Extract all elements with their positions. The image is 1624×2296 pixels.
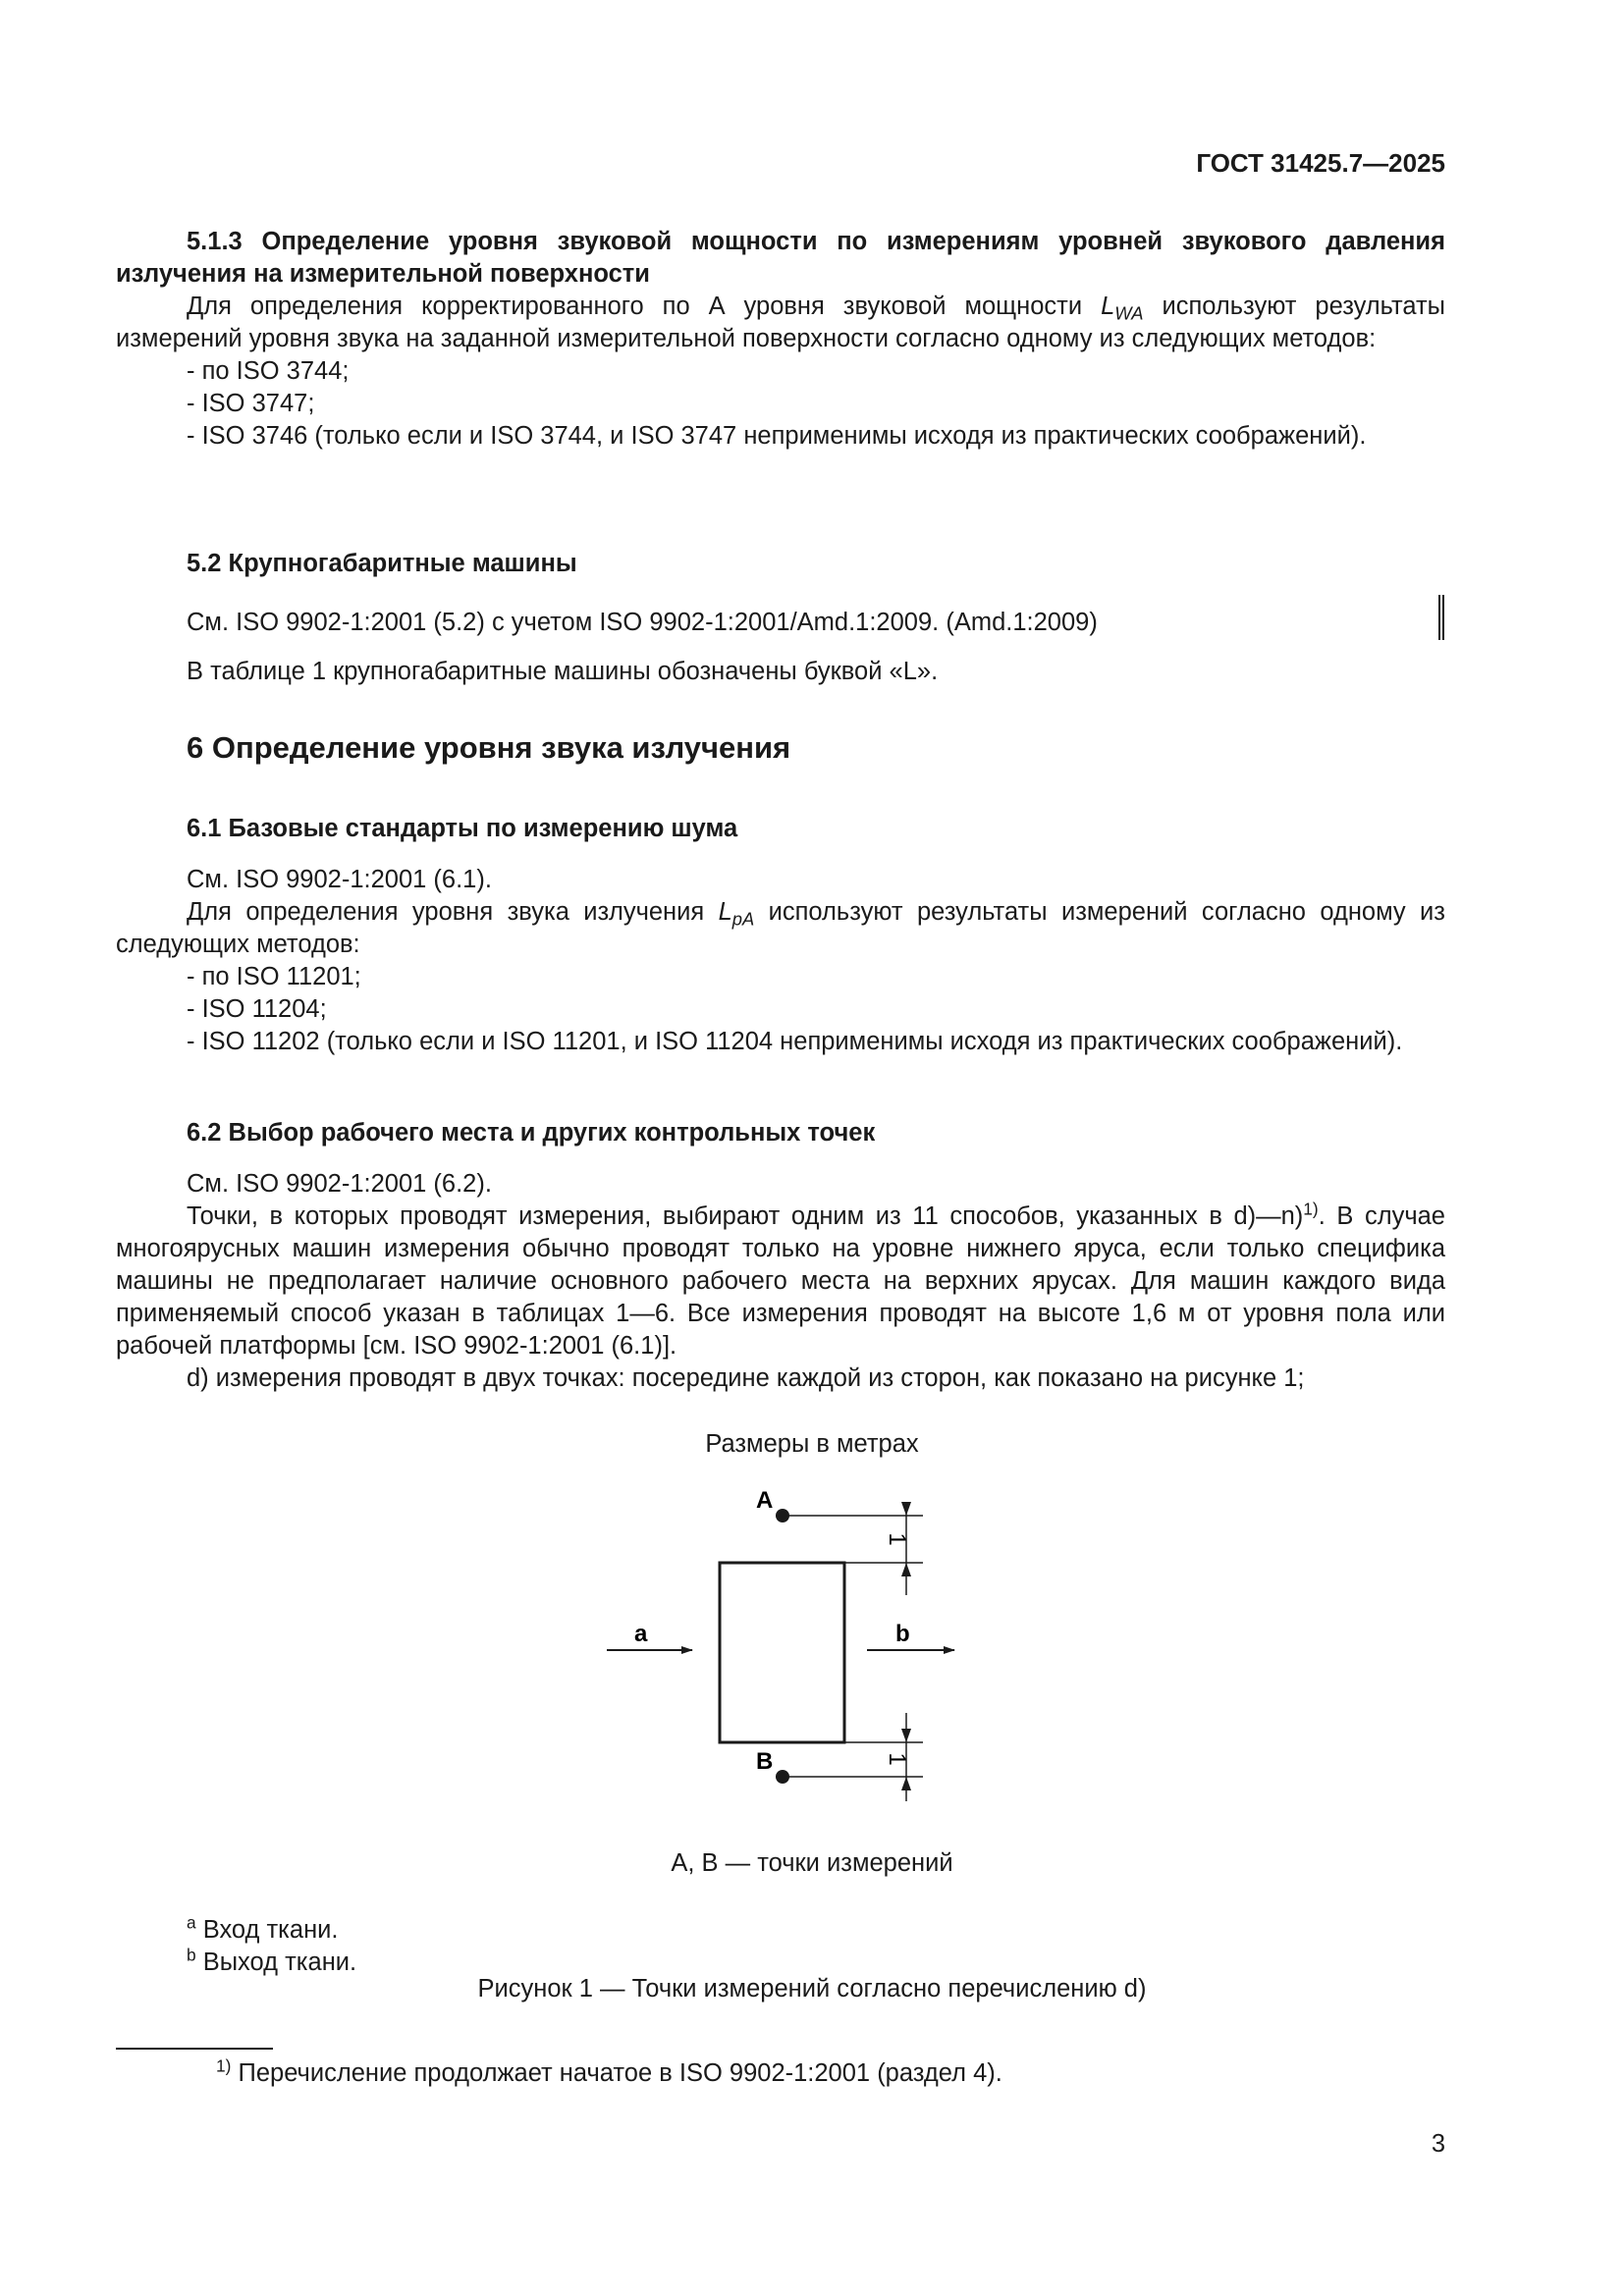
section-5-2-paragraph-1: См. ISO 9902-1:2001 (5.2) с учетом ISO 9902-1:2001/Amd.1:2009. (Amd.1:2009): [187, 609, 1098, 636]
figure-caption: Рисунок 1 — Точки измерений согласно перечислению d): [477, 1975, 1147, 2002]
section-6-1-paragraph-1: См. ISO 9902-1:2001 (6.1).: [187, 866, 492, 893]
text-run: Точки, в которых проводят измерения, выбирают одним из 11 способов, указанных в d)—n): [187, 1202, 1304, 1230]
text-run: . В случае многоярусных машин измерения обычно проводят только на уровне нижнего яруса, если только специфика машины не предполагает наличие основного рабочего места на верхних ярусах. Для машин каждого вида применяемый способ указан в таблицах 1—6. Все измерения проводят на высоте 1,6 м от уровня пола или рабочей платформы [см. ISO 9902-1:2001 (6.1)].: [116, 1202, 1445, 1360]
section-6-2-title: 6.2 Выбор рабочего места и других контрольных точек: [187, 1119, 876, 1147]
section-6-title: 6 Определение уровня звука излучения: [187, 730, 791, 765]
list-item: - по ISO 3744;: [187, 357, 350, 385]
list-item: - ISO 11204;: [187, 995, 327, 1023]
footnote-body: Перечисление продолжает начатое в ISO 9902-1:2001 (раздел 4).: [231, 2059, 1002, 2087]
section-6-2-paragraph-2: [116, 1201, 1445, 1362]
dimension-arrow: [901, 1502, 911, 1516]
list-item: - по ISO 11201;: [187, 963, 361, 990]
section-6: [116, 728, 1445, 768]
point-label-a: A: [756, 1487, 774, 1514]
subscript-WA: WA: [1114, 302, 1144, 324]
footnote-text: [216, 2057, 1394, 2090]
footnote-ref: 1): [1303, 1199, 1319, 1219]
list-item: - ISO 3747;: [187, 390, 315, 417]
footnote-mark: 1): [216, 2056, 232, 2076]
note-text: Вход ткани.: [195, 1916, 339, 1944]
machine-outline: [720, 1563, 844, 1742]
section-6-1: [116, 813, 1445, 845]
figure-1-diagram: [589, 1472, 982, 1816]
note-text: Выход ткани.: [195, 1949, 357, 1976]
text-run: Для определения корректированного по А уровня звуковой мощности: [187, 293, 1102, 320]
section-6-1-title: 6.1 Базовые стандарты по измерению шума: [187, 815, 738, 842]
figure-units-note: Размеры в метрах: [705, 1430, 919, 1458]
text-run: используют результаты измерений уровня звука на заданной измерительной поверхности согласно одному из следующих методов:: [116, 293, 1445, 352]
list-item: - ISO 11202 (только если и ISO 11201, и ISO 11204 неприменимы исходя из практических соображений).: [187, 1028, 1403, 1055]
list-item: - ISO 3746 (только если и ISO 3744, и ISO 3747 неприменимы исходя из практических соображений).: [187, 422, 1367, 450]
section-5-1-3-title: 5.1.3 Определение уровня звуковой мощности по измерениям уровней звукового давления излучения на измерительной поверхности: [116, 228, 1445, 288]
note-mark-a: a: [187, 1912, 196, 1933]
dimension-arrow: [901, 1777, 911, 1790]
point-label-b: B: [756, 1748, 774, 1775]
text-run: Для определения уровня звука излучения: [187, 898, 719, 926]
change-bar-marker: [1438, 595, 1444, 640]
symbol-L: L: [1101, 293, 1115, 320]
section-6-2-body: [116, 1168, 1445, 1395]
fabric-output-label: b: [895, 1621, 910, 1647]
section-5-1-3-paragraph: [116, 291, 1445, 355]
section-5-2-body-2: [116, 656, 1445, 688]
text-run: используют результаты измерений согласно одному из следующих методов:: [116, 898, 1445, 958]
document-code-header: ГОСТ 31425.7—2025: [1196, 148, 1445, 178]
subscript-pA: pA: [731, 908, 755, 930]
dimension-arrow: [901, 1729, 911, 1742]
section-5-1-3: [116, 226, 1445, 453]
section-6-1-paragraph-2: [116, 896, 1445, 961]
section-5-2-paragraph-2: В таблице 1 крупногабаритные машины обозначены буквой «L».: [187, 658, 939, 685]
note-mark-b: b: [187, 1945, 196, 1965]
section-5-2-body: [116, 607, 1445, 639]
dimension-label-bottom: 1: [884, 1752, 910, 1766]
figure-legend: A, B — точки измерений: [671, 1849, 953, 1877]
figure-notes: [187, 1914, 972, 1979]
footnote: [216, 2057, 1394, 2090]
section-6-2-paragraph-3: d) измерения проводят в двух точках: посередине каждой из сторон, как показано на рисунке 1;: [187, 1364, 1305, 1392]
dimension-label-top: 1: [884, 1532, 910, 1546]
symbol-L: L: [718, 898, 732, 926]
section-6-1-body: [116, 864, 1445, 1058]
section-6-2: [116, 1117, 1445, 1149]
page-number: 3: [1431, 2130, 1445, 2158]
figure-note-a: [187, 1914, 972, 1947]
footnote-separator: [116, 2048, 273, 2050]
dimension-arrow: [901, 1563, 911, 1576]
fabric-input-label: a: [634, 1621, 648, 1647]
section-5-2: [116, 548, 1445, 580]
section-6-2-paragraph-1: См. ISO 9902-1:2001 (6.2).: [187, 1170, 492, 1198]
section-5-2-title: 5.2 Крупногабаритные машины: [187, 550, 577, 577]
